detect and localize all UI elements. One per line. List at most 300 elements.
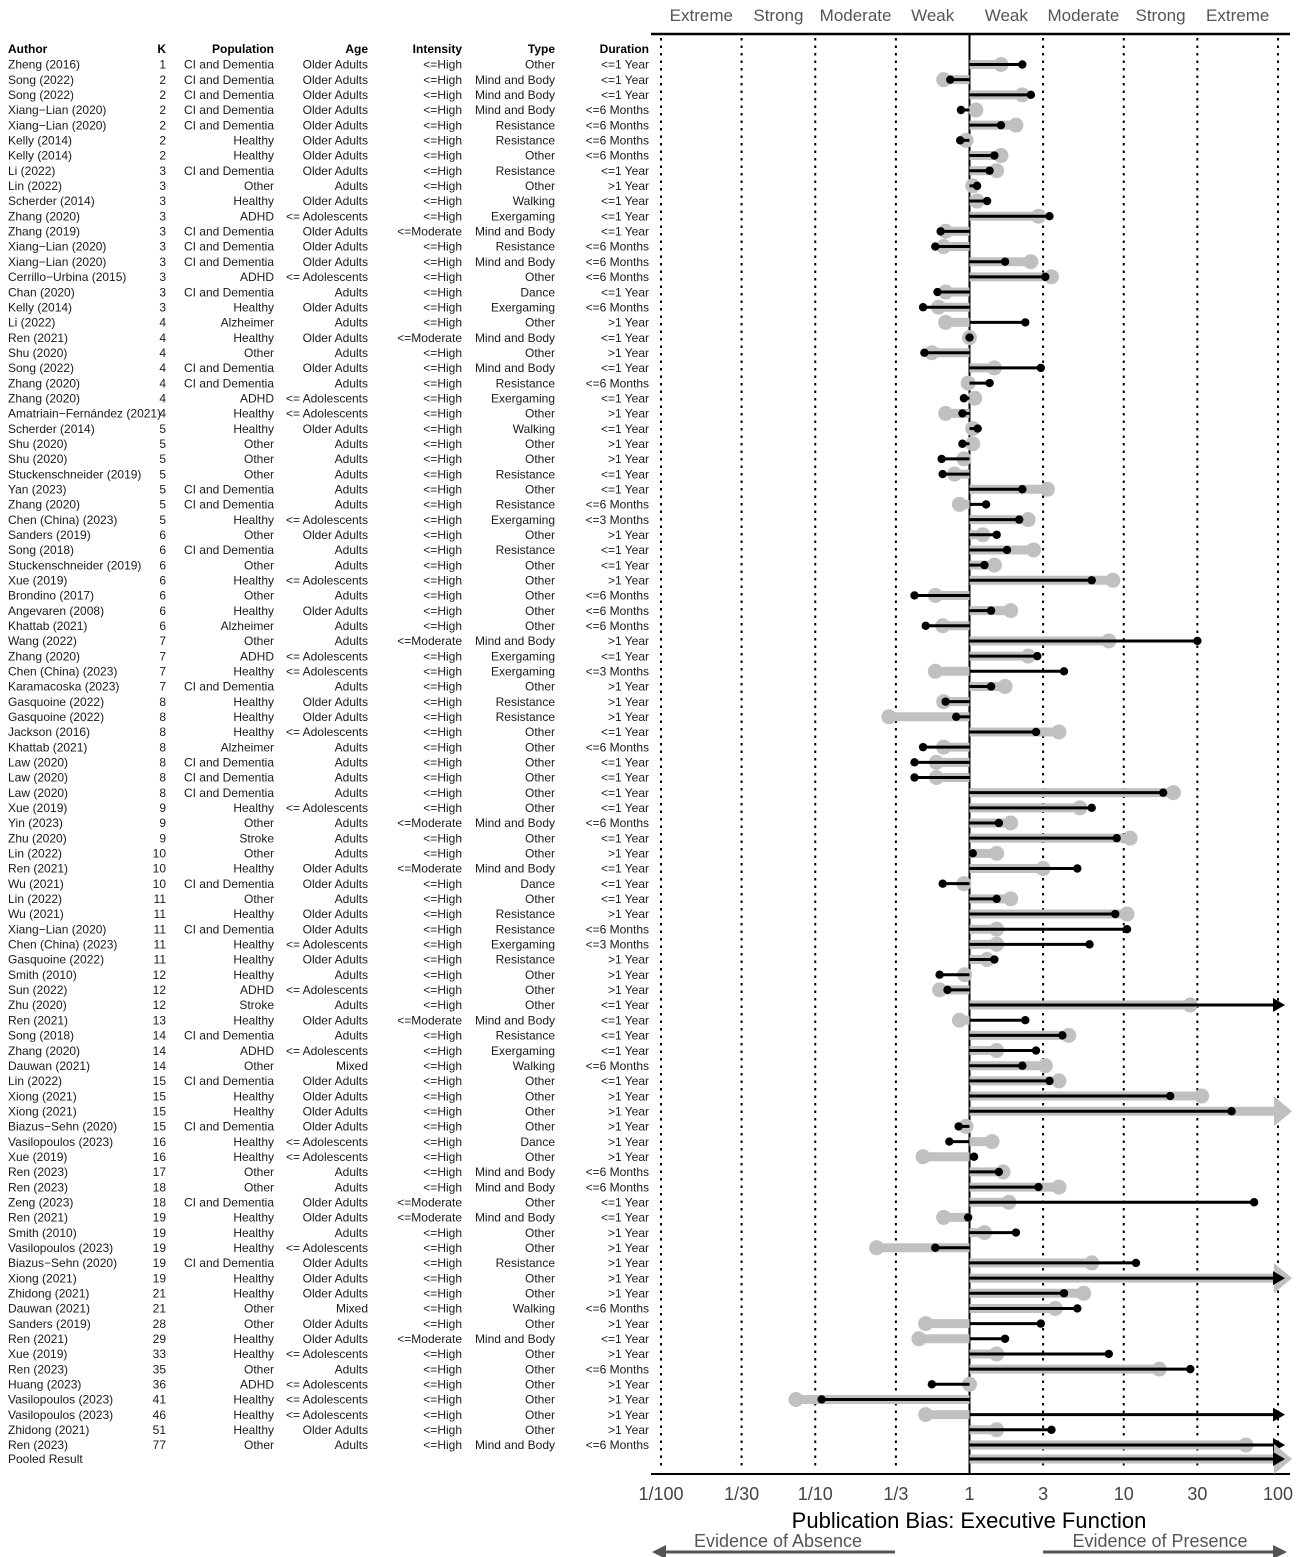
row-k-cell: 10 — [152, 846, 166, 861]
row-k-cell: 41 — [152, 1392, 166, 1407]
row-duration-cell: <=1 Year — [600, 755, 649, 770]
row-black-point — [956, 136, 964, 144]
row-age-cell: <= Adolescents — [285, 1377, 368, 1392]
row-black-point — [1034, 1183, 1042, 1191]
row-duration-cell: <=6 Months — [585, 618, 649, 633]
row-black-point — [1111, 910, 1119, 918]
row-gray-point — [1003, 816, 1018, 831]
row-population-cell: ADHD — [239, 209, 274, 224]
row-intensity-cell: <=High — [423, 270, 462, 285]
row-author-cell: Huang (2023) — [8, 1377, 82, 1392]
row-population-cell: Alzheimer — [220, 740, 274, 755]
row-black-point — [1003, 546, 1011, 554]
row-population-cell: Other — [243, 1301, 274, 1316]
evidence-presence-arrowhead — [1273, 1545, 1287, 1557]
row-author-cell: Ren (2021) — [8, 861, 69, 876]
row-population-cell: CI and Dementia — [183, 72, 274, 87]
row-intensity-cell: <=High — [423, 1286, 462, 1301]
row-type-cell: Exergaming — [490, 391, 555, 406]
row-population-cell: ADHD — [239, 1377, 274, 1392]
row-population-cell: CI and Dementia — [183, 88, 274, 103]
row-population-cell: Healthy — [233, 406, 274, 421]
row-age-cell: <= Adolescents — [285, 983, 368, 998]
row-duration-cell: <=6 Months — [585, 148, 649, 163]
row-black-point — [1060, 1289, 1068, 1297]
row-k-cell: 35 — [152, 1362, 166, 1377]
row-population-cell: Other — [243, 345, 274, 360]
row-gray-point — [881, 709, 896, 724]
row-type-cell: Mind and Body — [474, 1165, 555, 1180]
row-age-cell: Adults — [334, 482, 368, 497]
row-type-cell: Resistance — [495, 543, 555, 558]
row-type-cell: Other — [524, 740, 555, 755]
row-black-point — [1018, 60, 1026, 68]
row-author-cell: Ren (2021) — [8, 1210, 69, 1225]
row-intensity-cell: <=High — [423, 148, 462, 163]
row-type-cell: Other — [524, 983, 555, 998]
row-population-cell: Healthy — [233, 952, 274, 967]
row-type-cell: Resistance — [495, 118, 555, 133]
row-age-cell: Mixed — [335, 1301, 368, 1316]
row-age-cell: Older Adults — [302, 239, 368, 254]
row-age-cell: Older Adults — [302, 1210, 368, 1225]
row-duration-cell: >1 Year — [607, 1240, 649, 1255]
row-author-cell: Xue (2019) — [8, 1149, 68, 1164]
row-population-cell: Other — [243, 846, 274, 861]
row-intensity-cell: <=High — [423, 694, 462, 709]
row-population-cell: Healthy — [233, 1089, 274, 1104]
row-k-cell: 19 — [152, 1256, 166, 1271]
row-k-cell: 5 — [159, 421, 166, 436]
row-author-cell: Gasquoine (2022) — [8, 952, 105, 967]
row-author-cell: Chen (China) (2023) — [8, 512, 118, 527]
row-black-point — [983, 197, 991, 205]
row-type-cell: Other — [524, 998, 555, 1013]
row-black-point — [1037, 1319, 1045, 1327]
row-duration-cell: <=1 Year — [600, 88, 649, 103]
row-duration-cell: <=6 Months — [585, 133, 649, 148]
row-population-cell: Healthy — [233, 1271, 274, 1286]
row-population-cell: Healthy — [233, 1104, 274, 1119]
row-author-cell: Shu (2020) — [8, 452, 68, 467]
row-population-cell: Other — [243, 1165, 274, 1180]
row-black-point — [936, 227, 944, 235]
row-age-cell: Adults — [334, 846, 368, 861]
row-author-cell: Xue (2019) — [8, 801, 68, 816]
row-duration-cell: <=6 Months — [585, 1058, 649, 1073]
strength-category-label: Weak — [911, 6, 955, 25]
row-intensity-cell: <=High — [423, 937, 462, 952]
row-type-cell: Resistance — [495, 952, 555, 967]
row-type-cell: Resistance — [495, 1256, 555, 1271]
row-duration-cell: <=6 Months — [585, 1362, 649, 1377]
row-author-cell: Zhu (2020) — [8, 998, 67, 1013]
row-age-cell: Adults — [334, 679, 368, 694]
row-gray-point — [1038, 1058, 1053, 1073]
row-duration-cell: <=1 Year — [600, 285, 649, 300]
row-k-cell: 29 — [152, 1331, 166, 1346]
row-age-cell: Adults — [334, 740, 368, 755]
row-k-cell: 4 — [159, 406, 166, 421]
row-author-cell: Gasquoine (2022) — [8, 710, 105, 725]
row-population-cell: CI and Dementia — [183, 876, 274, 891]
row-population-cell: Alzheimer — [220, 618, 274, 633]
row-author-cell: Chen (China) (2023) — [8, 937, 118, 952]
row-intensity-cell: <=High — [423, 482, 462, 497]
row-black-point — [970, 1153, 978, 1161]
row-age-cell: Adults — [334, 618, 368, 633]
row-k-cell: 3 — [159, 224, 166, 239]
row-black-point — [1027, 91, 1035, 99]
row-author-cell: Lin (2022) — [8, 1074, 63, 1089]
row-black-point — [1021, 1016, 1029, 1024]
row-intensity-cell: <=Moderate — [397, 816, 462, 831]
row-population-cell: Other — [243, 1438, 274, 1453]
row-intensity-cell: <=High — [423, 543, 462, 558]
row-duration-cell: <=1 Year — [600, 1028, 649, 1043]
row-black-point — [1058, 1031, 1066, 1039]
row-intensity-cell: <=High — [423, 1089, 462, 1104]
row-black-point — [935, 971, 943, 979]
row-population-cell: CI and Dementia — [183, 118, 274, 133]
row-gray-point — [985, 1134, 1000, 1149]
row-type-cell: Other — [524, 1195, 555, 1210]
row-intensity-cell: <=Moderate — [397, 1013, 462, 1028]
row-duration-cell: >1 Year — [607, 406, 649, 421]
row-age-cell: Adults — [334, 467, 368, 482]
row-intensity-cell: <=High — [423, 785, 462, 800]
row-age-cell: Adults — [334, 1362, 368, 1377]
row-duration-cell: >1 Year — [607, 983, 649, 998]
row-population-cell: Other — [243, 527, 274, 542]
row-type-cell: Mind and Body — [474, 254, 555, 269]
row-k-cell: 8 — [159, 755, 166, 770]
row-k-cell: 2 — [159, 118, 166, 133]
row-intensity-cell: <=High — [423, 770, 462, 785]
row-black-point — [931, 242, 939, 250]
row-population-cell: Other — [243, 467, 274, 482]
row-k-cell: 14 — [152, 1058, 166, 1073]
row-intensity-cell: <=High — [423, 1134, 462, 1149]
column-header-type: Type — [527, 42, 555, 56]
row-black-point — [1088, 576, 1096, 584]
row-age-cell: Older Adults — [302, 1119, 368, 1134]
row-age-cell: <= Adolescents — [285, 573, 368, 588]
row-k-cell: 16 — [152, 1149, 166, 1164]
row-intensity-cell: <=High — [423, 1028, 462, 1043]
row-age-cell: <= Adolescents — [285, 937, 368, 952]
row-author-cell: Zeng (2023) — [8, 1195, 74, 1210]
strength-category-label: Strong — [753, 6, 804, 25]
row-population-cell: CI and Dementia — [183, 1195, 274, 1210]
row-k-cell: 14 — [152, 1043, 166, 1058]
row-intensity-cell: <=High — [423, 512, 462, 527]
row-author-cell: Chen (China) (2023) — [8, 664, 118, 679]
row-author-cell: Ren (2023) — [8, 1362, 69, 1377]
row-duration-cell: <=1 Year — [600, 482, 649, 497]
row-intensity-cell: <=High — [423, 573, 462, 588]
row-population-cell: Healthy — [233, 1347, 274, 1362]
row-gray-point — [1123, 831, 1138, 846]
row-duration-cell: <=3 Months — [585, 664, 649, 679]
row-k-cell: 11 — [153, 907, 166, 922]
row-black-point — [1015, 515, 1023, 523]
row-duration-cell: <=6 Months — [585, 1438, 649, 1453]
row-population-cell: Other — [243, 1058, 274, 1073]
row-population-cell: Healthy — [233, 861, 274, 876]
row-black-point — [958, 440, 966, 448]
row-black-point — [985, 166, 993, 174]
row-type-cell: Other — [524, 1347, 555, 1362]
row-author-cell: Xue (2019) — [8, 1347, 68, 1362]
row-author-cell: Zhang (2020) — [8, 391, 81, 406]
row-k-cell: 13 — [152, 1013, 166, 1028]
row-population-cell: Healthy — [233, 133, 274, 148]
row-black-point — [954, 1122, 962, 1130]
row-intensity-cell: <=Moderate — [397, 861, 462, 876]
row-gray-point — [916, 1149, 931, 1164]
row-intensity-cell: <=High — [423, 391, 462, 406]
row-intensity-cell: <=High — [423, 1271, 462, 1286]
row-duration-cell: <=1 Year — [600, 194, 649, 209]
row-age-cell: Adults — [334, 558, 368, 573]
row-duration-cell: <=6 Months — [585, 922, 649, 937]
row-k-cell: 12 — [152, 998, 166, 1013]
row-author-cell: Shu (2020) — [8, 436, 68, 451]
row-type-cell: Other — [524, 1377, 555, 1392]
row-population-cell: Healthy — [233, 725, 274, 740]
row-type-cell: Other — [524, 482, 555, 497]
row-gray-point — [1051, 1073, 1066, 1088]
row-population-cell: Other — [243, 436, 274, 451]
row-intensity-cell: <=High — [423, 755, 462, 770]
row-type-cell: Other — [524, 725, 555, 740]
row-black-point — [969, 849, 977, 857]
row-k-cell: 3 — [159, 254, 166, 269]
row-age-cell: Adults — [334, 543, 368, 558]
column-header-author: Author — [8, 42, 48, 56]
row-intensity-cell: <=High — [423, 1407, 462, 1422]
row-black-point — [1250, 1198, 1258, 1206]
row-age-cell: Older Adults — [302, 224, 368, 239]
row-duration-cell: <=1 Year — [600, 1331, 649, 1346]
row-author-cell: Song (2022) — [8, 72, 75, 87]
column-header-duration: Duration — [599, 42, 649, 56]
row-intensity-cell: <=High — [423, 1058, 462, 1073]
row-type-cell: Other — [524, 558, 555, 573]
row-population-cell: CI and Dementia — [183, 57, 274, 72]
row-k-cell: 3 — [159, 179, 166, 194]
row-intensity-cell: <=High — [423, 1043, 462, 1058]
row-intensity-cell: <=High — [423, 952, 462, 967]
row-intensity-cell: <=Moderate — [397, 1195, 462, 1210]
row-age-cell: Older Adults — [302, 710, 368, 725]
row-age-cell: <= Adolescents — [285, 270, 368, 285]
row-author-cell: Cerrillo−Urbina (2015) — [8, 270, 127, 285]
row-intensity-cell: <=High — [423, 436, 462, 451]
row-intensity-cell: <=High — [423, 967, 462, 982]
row-duration-cell: >1 Year — [607, 846, 649, 861]
row-black-point — [931, 1244, 939, 1252]
row-type-cell: Other — [524, 1104, 555, 1119]
row-age-cell: Older Adults — [302, 907, 368, 922]
row-black-point — [982, 500, 990, 508]
row-k-cell: 19 — [152, 1210, 166, 1225]
row-gray-point — [1003, 891, 1018, 906]
row-author-cell: Xiong (2021) — [8, 1089, 77, 1104]
row-intensity-cell: <=High — [423, 1149, 462, 1164]
row-population-cell: Healthy — [233, 1134, 274, 1149]
row-age-cell: <= Adolescents — [285, 725, 368, 740]
row-duration-cell: <=1 Year — [600, 1074, 649, 1089]
row-black-point — [1186, 1365, 1194, 1373]
row-type-cell: Other — [524, 1149, 555, 1164]
row-type-cell: Exergaming — [490, 664, 555, 679]
row-black-point — [1032, 1046, 1040, 1054]
row-k-cell: 16 — [152, 1134, 166, 1149]
row-black-point — [1012, 1228, 1020, 1236]
row-author-cell: Song (2022) — [8, 88, 75, 103]
row-intensity-cell: <=High — [423, 876, 462, 891]
row-age-cell: Older Adults — [302, 133, 368, 148]
row-k-cell: 3 — [159, 194, 166, 209]
row-age-cell: <= Adolescents — [285, 801, 368, 816]
row-black-point — [938, 470, 946, 478]
row-type-cell: Resistance — [495, 922, 555, 937]
row-age-cell: Older Adults — [302, 922, 368, 937]
row-population-cell: Healthy — [233, 907, 274, 922]
row-k-cell: 2 — [159, 72, 166, 87]
row-intensity-cell: <=High — [423, 1362, 462, 1377]
row-intensity-cell: <=High — [423, 345, 462, 360]
row-type-cell: Other — [524, 1089, 555, 1104]
row-population-cell: CI and Dementia — [183, 922, 274, 937]
row-black-point — [1073, 864, 1081, 872]
row-age-cell: Adults — [334, 588, 368, 603]
row-k-cell: 6 — [159, 603, 166, 618]
strength-category-label: Extreme — [1206, 6, 1270, 25]
row-age-cell: Older Adults — [302, 1256, 368, 1271]
row-age-cell: Adults — [334, 967, 368, 982]
x-tick-label: 10 — [1113, 1484, 1134, 1504]
row-author-cell: Law (2020) — [8, 770, 69, 785]
row-duration-cell: <=1 Year — [600, 1210, 649, 1225]
row-black-point — [995, 819, 1003, 827]
row-gray-point — [1076, 1286, 1091, 1301]
row-gray-point — [1026, 542, 1041, 557]
row-black-point — [919, 743, 927, 751]
row-type-cell: Other — [524, 801, 555, 816]
row-population-cell: CI and Dementia — [183, 285, 274, 300]
row-black-point — [910, 758, 918, 766]
row-black-point — [952, 713, 960, 721]
row-duration-cell: <=6 Months — [585, 1180, 649, 1195]
row-k-cell: 17 — [152, 1165, 166, 1180]
row-black-point — [919, 303, 927, 311]
row-population-cell: ADHD — [239, 270, 274, 285]
row-black-point — [817, 1395, 825, 1403]
row-intensity-cell: <=High — [423, 664, 462, 679]
row-author-cell: Li (2022) — [8, 163, 56, 178]
row-gray-point — [911, 1331, 926, 1346]
row-type-cell: Exergaming — [490, 937, 555, 952]
row-intensity-cell: <=High — [423, 103, 462, 118]
row-author-cell: Xiang−Lian (2020) — [8, 103, 107, 118]
row-gray-point — [869, 1240, 884, 1255]
row-author-cell: Song (2018) — [8, 1028, 75, 1043]
row-intensity-cell: <=High — [423, 406, 462, 421]
row-population-cell: CI and Dementia — [183, 543, 274, 558]
row-black-point — [1166, 1092, 1174, 1100]
row-population-cell: Healthy — [233, 512, 274, 527]
row-author-cell: Sanders (2019) — [8, 1316, 91, 1331]
row-age-cell: Adults — [334, 892, 368, 907]
row-type-cell: Other — [524, 1074, 555, 1089]
row-duration-cell: <=1 Year — [600, 391, 649, 406]
row-duration-cell: <=3 Months — [585, 937, 649, 952]
row-age-cell: Older Adults — [302, 603, 368, 618]
row-population-cell: CI and Dementia — [183, 497, 274, 512]
row-k-cell: 8 — [159, 740, 166, 755]
row-black-point — [1018, 1062, 1026, 1070]
row-black-point — [985, 379, 993, 387]
row-population-cell: Healthy — [233, 1225, 274, 1240]
row-black-point — [928, 1380, 936, 1388]
row-k-cell: 11 — [153, 892, 166, 907]
row-k-cell: 3 — [159, 270, 166, 285]
row-author-cell: Dauwan (2021) — [8, 1058, 91, 1073]
row-type-cell: Mind and Body — [474, 1331, 555, 1346]
row-type-cell: Exergaming — [490, 300, 555, 315]
row-duration-cell: >1 Year — [607, 1347, 649, 1362]
row-intensity-cell: <=High — [423, 1256, 462, 1271]
row-type-cell: Other — [524, 452, 555, 467]
row-type-cell: Resistance — [495, 133, 555, 148]
row-type-cell: Mind and Body — [474, 1210, 555, 1225]
row-duration-cell: >1 Year — [607, 1149, 649, 1164]
x-tick-label: 1/10 — [797, 1484, 833, 1504]
row-type-cell: Walking — [512, 421, 555, 436]
row-black-point — [1021, 318, 1029, 326]
row-type-cell: Other — [524, 573, 555, 588]
row-intensity-cell: <=High — [423, 1392, 462, 1407]
row-type-cell: Mind and Body — [474, 72, 555, 87]
row-duration-cell: <=1 Year — [600, 72, 649, 87]
row-black-point — [973, 182, 981, 190]
row-author-cell: Khattab (2021) — [8, 740, 88, 755]
row-type-cell: Mind and Body — [474, 103, 555, 118]
row-age-cell: Adults — [334, 285, 368, 300]
row-duration-cell: <=6 Months — [585, 254, 649, 269]
row-intensity-cell: <=High — [423, 1074, 462, 1089]
strength-category-label: Moderate — [819, 6, 892, 25]
row-type-cell: Mind and Body — [474, 224, 555, 239]
row-type-cell: Other — [524, 1119, 555, 1134]
row-k-cell: 10 — [152, 876, 166, 891]
row-age-cell: Adults — [334, 770, 368, 785]
row-black-point — [946, 75, 954, 83]
row-black-point — [1001, 258, 1009, 266]
row-age-cell: Older Adults — [302, 876, 368, 891]
row-population-cell: Healthy — [233, 194, 274, 209]
row-duration-cell: <=1 Year — [600, 224, 649, 239]
row-age-cell: Older Adults — [302, 1271, 368, 1286]
row-author-cell: Zhang (2020) — [8, 497, 81, 512]
row-author-cell: Xiong (2021) — [8, 1271, 77, 1286]
row-intensity-cell: <=High — [423, 618, 462, 633]
row-intensity-cell: <=High — [423, 179, 462, 194]
row-gray-point — [1194, 1089, 1209, 1104]
